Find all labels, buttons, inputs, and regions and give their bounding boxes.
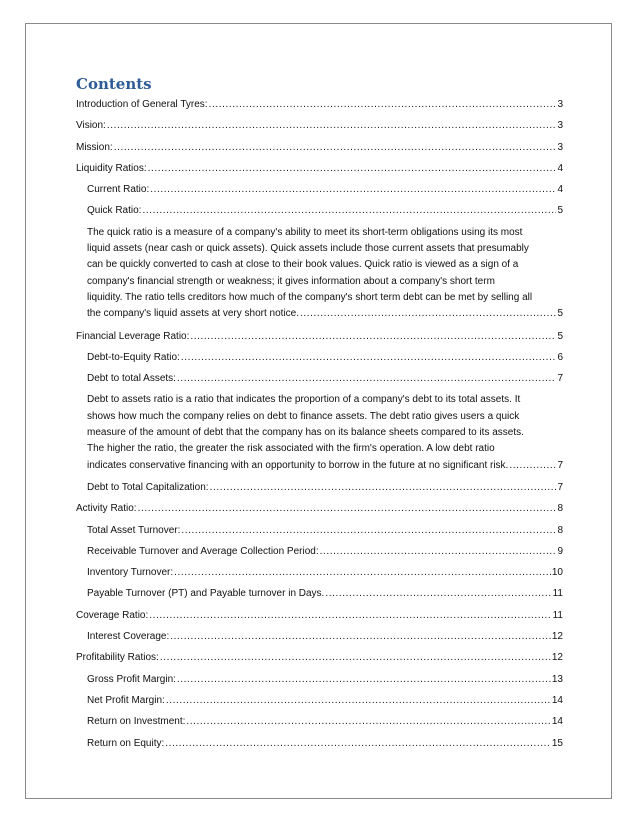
toc-page-number: 13 (551, 673, 563, 685)
toc-entry-debt-to-total-capitalization[interactable] (76, 477, 563, 498)
toc-page-number: 8 (557, 524, 563, 536)
toc-title: Contents (76, 75, 152, 93)
toc-entry-debt-to-total-assets[interactable] (76, 368, 563, 389)
dot-leader (210, 477, 557, 498)
dot-leader (181, 520, 556, 541)
dot-leader (165, 733, 551, 754)
toc-entry-return-on-equity[interactable] (76, 733, 563, 754)
toc-page-number: 5 (557, 205, 563, 217)
toc-entry-label: Financial Leverage Ratio: (76, 330, 190, 342)
toc-page-number: 12 (551, 631, 563, 643)
toc-entry-label: Introduction of General Tyres: (76, 99, 208, 110)
toc-entry-label: Profitability Ratios: (76, 652, 159, 664)
toc-page-number: 11 (552, 588, 563, 600)
toc-entry-label: Activity Ratio: (76, 503, 137, 515)
toc-entry-vision[interactable] (76, 115, 563, 136)
paragraph-line: company's financial strength or weakness; it gives information about a company's short term (87, 275, 495, 287)
toc-page-number: 9 (557, 545, 563, 557)
toc-entry-label: Receivable Turnover and Average Collection Period: (87, 545, 319, 557)
toc-entry-coverage-ratio[interactable] (76, 605, 563, 626)
toc-entry-label: Debt-to-Equity Ratio: (87, 351, 180, 363)
dot-leader (138, 498, 557, 519)
toc-entry-label: Debt to Total Capitalization: (87, 481, 209, 493)
toc-entry-label: Liquidity Ratios: (76, 162, 147, 174)
dot-leader (107, 115, 557, 136)
toc-entry-label: Current Ratio: (87, 184, 150, 196)
dot-leader (174, 562, 551, 583)
toc-page-number: 4 (557, 162, 563, 174)
toc-entry-label: Total Asset Turnover: (87, 524, 181, 536)
toc-entry-mission[interactable] (76, 137, 563, 158)
dot-leader (325, 583, 551, 604)
toc-entry-label: Net Profit Margin: (87, 694, 165, 706)
paragraph-line: measure of the amount of debt that the company has on its balance sheets compared to its assets. (87, 427, 524, 439)
dot-leader (170, 626, 551, 647)
toc-entry-debt-to-equity[interactable] (76, 347, 563, 368)
toc-entry-quick-ratio-description[interactable] (76, 222, 563, 323)
toc-entry-label: Inventory Turnover: (87, 567, 174, 579)
dot-leader (186, 711, 550, 732)
toc-page-number: 6 (557, 351, 563, 363)
paragraph-line: can be quickly converted to cash at close to their book values. Quick ratio is viewed as a sign of a (87, 259, 519, 271)
toc-entry-label: Debt to total Assets: (87, 373, 176, 385)
toc-entry-payable-turnover[interactable] (76, 583, 563, 604)
toc-page-number: 11 (552, 609, 563, 621)
dot-leader (190, 326, 556, 347)
toc-entry-label: Return on Equity: (87, 737, 165, 749)
paragraph-line: liquidity. The ratio tells creditors how much of the company's short term debt can be met by selling all (87, 291, 533, 303)
toc-entry-label: Payable Turnover (PT) and Payable turnover in Days. (87, 588, 325, 600)
paragraph-line: The quick ratio is a measure of a company's ability to meet its short-term obligations using its most (87, 226, 523, 238)
toc-page-number: 3 (557, 99, 563, 110)
paragraph-line: liquid assets (near cash or quick assets). Quick assets include those current assets that presumably (87, 243, 529, 255)
toc-entry-label: Quick Ratio: (87, 205, 142, 217)
toc-entry-net-profit-margin[interactable] (76, 690, 563, 711)
toc-page-number: 14 (551, 694, 563, 706)
dot-leader (177, 669, 551, 690)
toc-entry-current-ratio[interactable] (76, 179, 563, 200)
toc-entry-profitability-ratios[interactable] (76, 647, 563, 668)
toc-page-number: 15 (551, 737, 563, 749)
toc-page-number: 3 (557, 141, 563, 153)
toc-entry-introduction[interactable] (76, 94, 563, 115)
dot-leader (509, 458, 556, 474)
toc-page-number: 4 (557, 184, 563, 196)
toc-entry-quick-ratio[interactable] (76, 200, 563, 221)
toc-page-number: 7 (557, 373, 563, 385)
toc-entry-return-on-investment[interactable] (76, 711, 563, 732)
toc-entry-label: Coverage Ratio: (76, 609, 149, 621)
toc-page-number: 5 (557, 330, 563, 342)
dot-leader (150, 179, 556, 200)
table-of-contents (76, 94, 563, 754)
paragraph-line: indicates conservative financing with an opportunity to borrow in the future at no significant risk. (87, 459, 509, 471)
toc-page-number: 7 (557, 459, 563, 471)
dot-leader (166, 690, 551, 711)
toc-page-number: 7 (557, 481, 563, 493)
toc-entry-label: Interest Coverage: (87, 631, 170, 643)
paragraph-line: The higher the ratio, the greater the risk associated with the firm's operation. A low debt ratio (87, 443, 495, 455)
toc-page-number: 8 (557, 503, 563, 515)
dot-leader (300, 306, 556, 322)
toc-entry-interest-coverage[interactable] (76, 626, 563, 647)
dot-leader (114, 137, 557, 158)
paragraph-line: the company's liquid assets at very short notice. (87, 308, 300, 320)
dot-leader (181, 347, 557, 368)
toc-entry-activity-ratio[interactable] (76, 498, 563, 519)
dot-leader (148, 158, 557, 179)
dot-leader (209, 94, 557, 115)
toc-entry-gross-profit-margin[interactable] (76, 669, 563, 690)
paragraph-line: Debt to assets ratio is a ratio that indicates the proportion of a company's debt to its total assets. It (87, 394, 521, 406)
dot-leader (142, 200, 556, 221)
toc-entry-label: Mission: (76, 141, 113, 153)
dot-leader (149, 605, 551, 626)
toc-entry-receivable-turnover[interactable] (76, 541, 563, 562)
dot-leader (320, 541, 557, 562)
toc-entry-debt-to-assets-description[interactable] (76, 389, 563, 473)
paragraph-line: shows how much the company relies on debt to finance assets. The debt ratio gives users a quick (87, 410, 520, 422)
toc-entry-label: Vision: (76, 120, 106, 132)
toc-entry-total-asset-turnover[interactable] (76, 520, 563, 541)
toc-entry-financial-leverage-ratio[interactable] (76, 326, 563, 347)
toc-page-number: 12 (551, 652, 563, 664)
toc-entry-label: Return on Investment: (87, 716, 186, 728)
toc-page-number: 10 (551, 567, 563, 579)
toc-entry-inventory-turnover[interactable] (76, 562, 563, 583)
dot-leader (177, 368, 557, 389)
toc-page-number: 3 (557, 120, 563, 132)
toc-entry-label: Gross Profit Margin: (87, 673, 176, 685)
toc-page-number: 5 (557, 308, 563, 320)
toc-entry-liquidity-ratios[interactable] (76, 158, 563, 179)
dot-leader (160, 647, 551, 668)
toc-page-number: 14 (551, 716, 563, 728)
